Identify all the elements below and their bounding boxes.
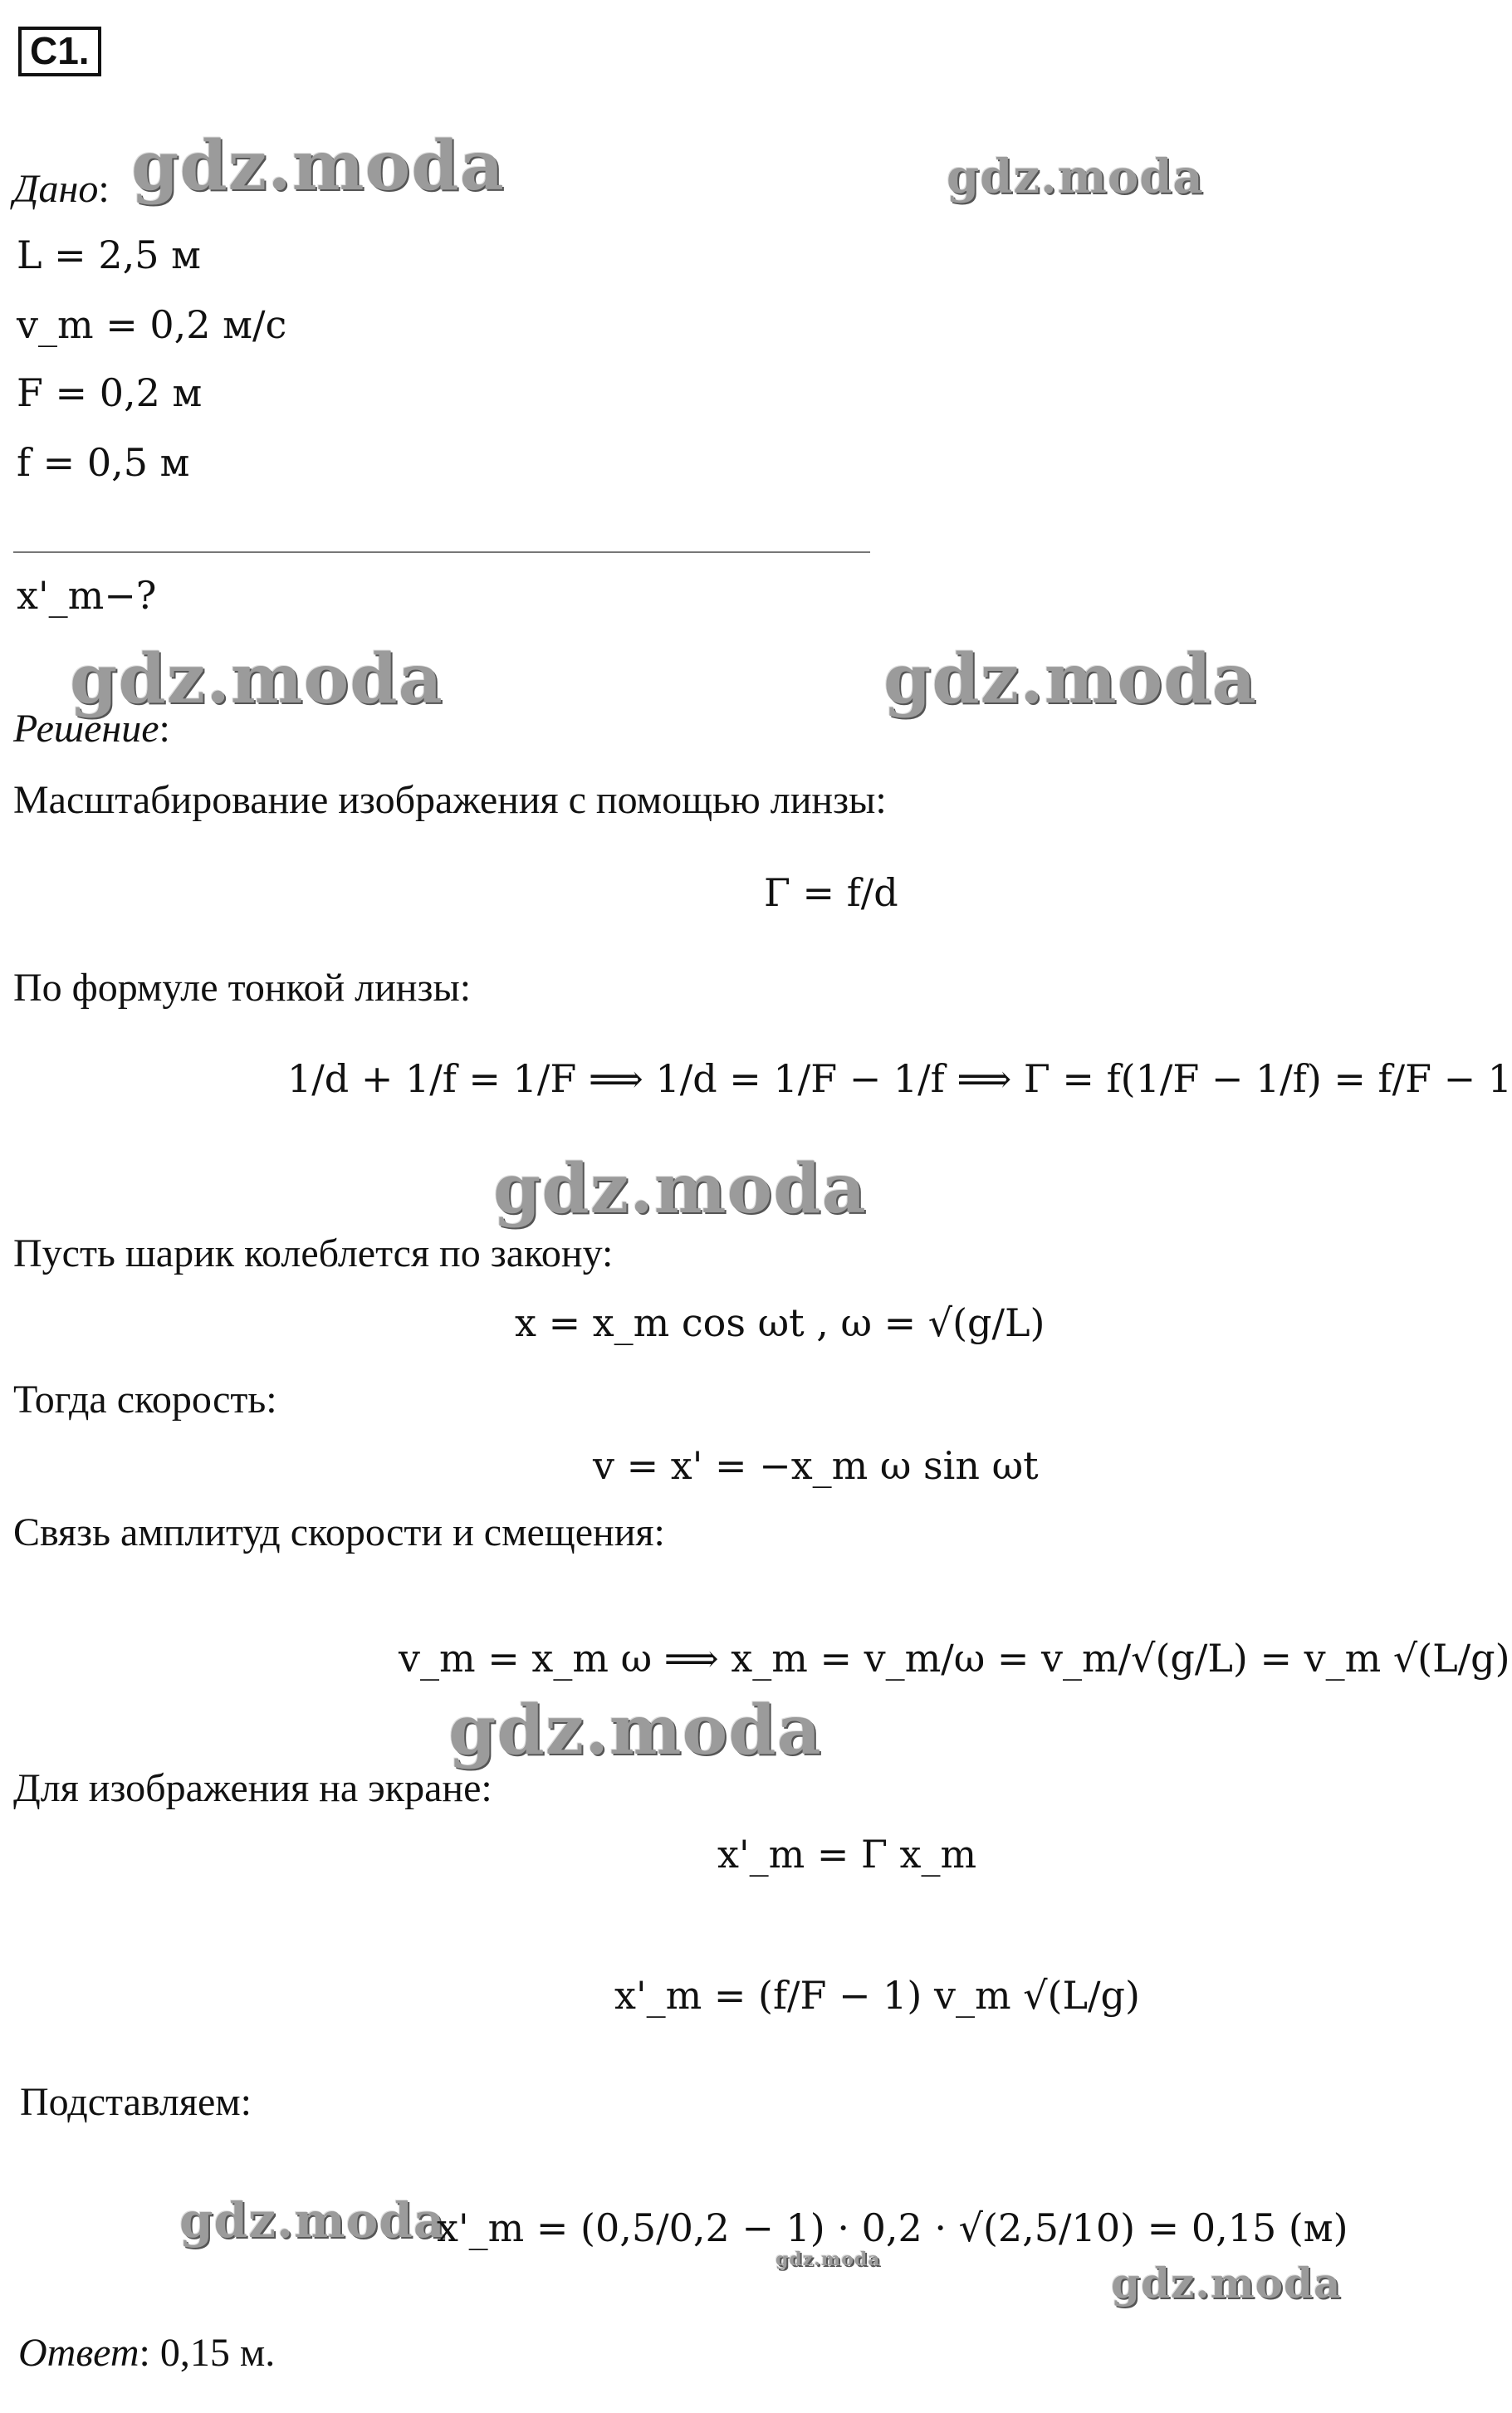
solution-line: Тогда скорость:	[13, 1378, 277, 1422]
formula-motion: x = x_m cos ωt , ω = √(g/L)	[515, 1300, 1045, 1345]
given-divider	[13, 551, 870, 553]
given-item: f = 0,5 м	[17, 440, 190, 485]
solution-line: Пусть шарик колеблется по закону:	[13, 1231, 614, 1275]
formula-gamma: Γ = f/d	[764, 870, 898, 915]
solution-line: Связь амплитуд скорости и смещения:	[13, 1510, 665, 1554]
watermark: gdz.moda	[883, 639, 1257, 719]
watermark: gdz.moda	[179, 2192, 446, 2249]
solution-title: Решение:	[13, 707, 170, 751]
formula-velocity: v = x' = −x_m ω sin ωt	[593, 1443, 1039, 1488]
given-item: L = 2,5 м	[17, 232, 201, 277]
watermark: gdz.moda	[70, 639, 443, 719]
answer-line	[18, 2333, 275, 2373]
watermark: gdz.moda	[947, 149, 1204, 204]
watermark: gdz.moda	[776, 2249, 881, 2270]
watermark: gdz.moda	[131, 126, 505, 206]
watermark: gdz.moda	[1111, 2259, 1342, 2308]
watermark: gdz.moda	[493, 1149, 867, 1229]
formula-amplitudes: v_m = x_m ω ⟹ x_m = v_m/ω = v_m/√(g/L) = v_m √(L/g)	[399, 1636, 1510, 1681]
solution-line: По формуле тонкой линзы:	[13, 966, 472, 1010]
given-item: v_m = 0,2 м/с	[17, 302, 287, 347]
formula-numeric: x'_m = (0,5/0,2 − 1) · 0,2 · √(2,5/10) = 0,15 (м)	[437, 2205, 1348, 2250]
solution-line: Подставляем:	[20, 2080, 252, 2124]
given-item: F = 0,2 м	[17, 370, 203, 415]
answer-value: : 0,15 м.	[139, 2331, 276, 2375]
task-number-label: С1.	[18, 27, 101, 76]
solution-line: Масштабирование изображения с помощью линзы:	[13, 778, 887, 822]
formula-thin-lens: 1/d + 1/f = 1/F ⟹ 1/d = 1/F − 1/f ⟹ Γ = f(1/F − 1/f) = f/F − 1	[287, 1056, 1512, 1101]
given-title: Дано:	[13, 167, 110, 211]
formula-image-1: x'_m = Γ x_m	[717, 1832, 977, 1877]
solution-line: Для изображения на экране:	[13, 1766, 492, 1810]
answer-label: Ответ	[18, 2331, 139, 2375]
watermark: gdz.moda	[448, 1691, 822, 1770]
formula-image-2: x'_m = (f/F − 1) v_m √(L/g)	[614, 1973, 1140, 2018]
find-quantity: x'_m−?	[17, 573, 157, 618]
